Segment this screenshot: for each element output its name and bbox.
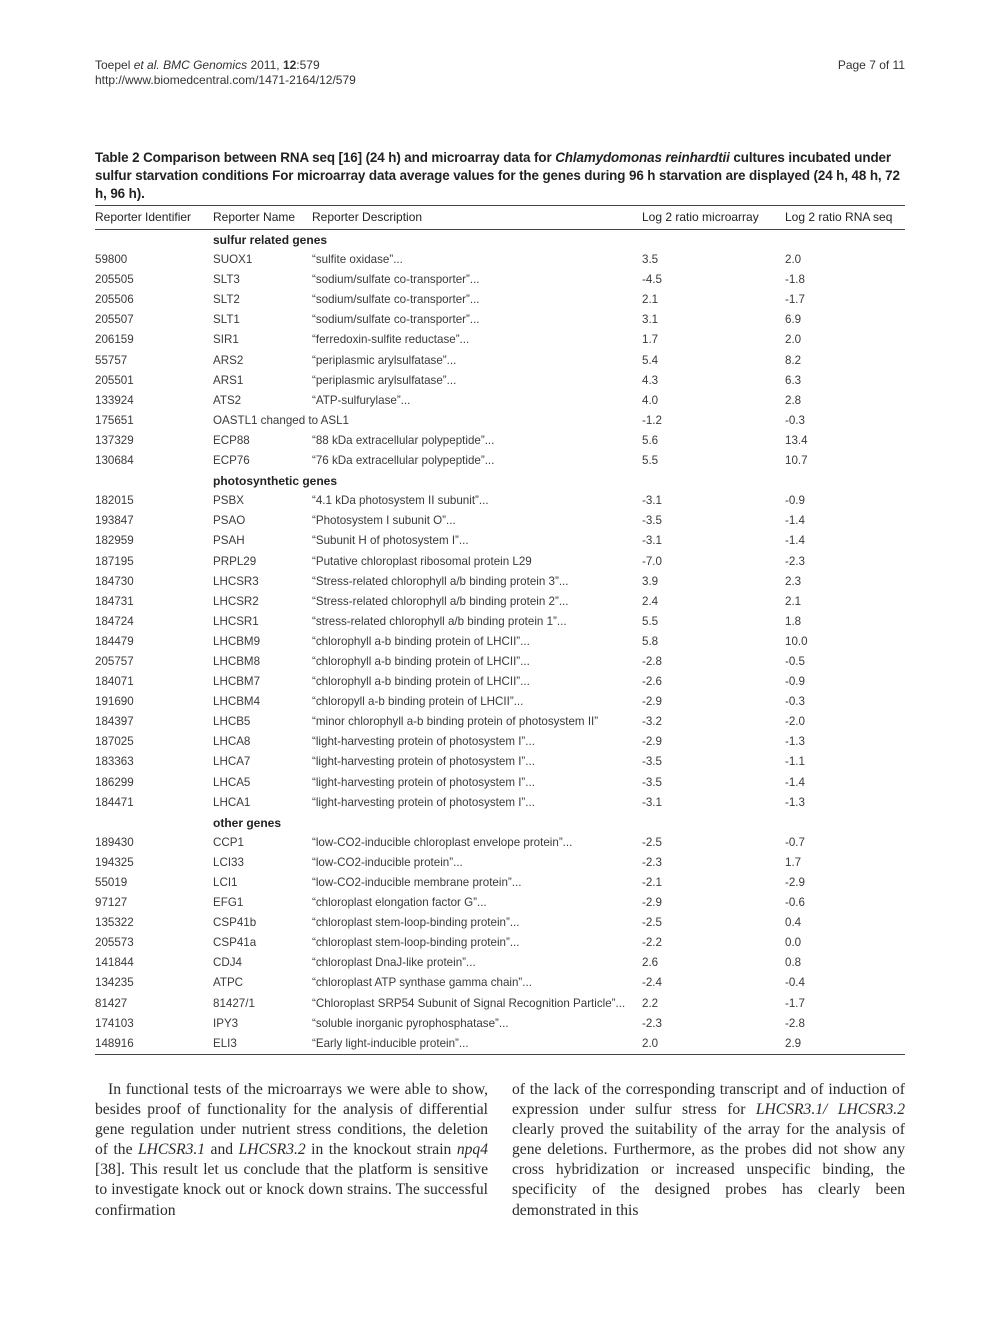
paragraph-text: in the knockout strain — [305, 1141, 457, 1159]
reporter-name: SUOX1 — [213, 253, 253, 267]
log2-rnaseq: -1.3 — [785, 735, 805, 749]
log2-rnaseq: -1.4 — [785, 775, 805, 789]
paragraph-text: and — [205, 1141, 239, 1159]
reporter-name: ECP76 — [213, 454, 250, 468]
log2-rnaseq: 8.2 — [785, 353, 802, 367]
page-number: Page 7 of 11 — [837, 58, 905, 72]
log2-rnaseq: 6.9 — [785, 313, 802, 327]
log2-microarray: -2.5 — [642, 916, 662, 930]
log2-rnaseq: 2.9 — [785, 1034, 905, 1055]
reporter-name: CCP1 — [213, 835, 244, 849]
reporter-description: “Chloroplast SRP54 Subunit of Signal Recognition Particle”... — [312, 996, 626, 1010]
article-url[interactable]: http://www.biomedcentral.com/1471-2164/12/579 — [95, 73, 356, 87]
table-row — [95, 552, 905, 572]
reporter-description: “Stress-related chlorophyll a/b binding protein 2”... — [312, 594, 569, 608]
reporter-identifier: 205506 — [95, 293, 134, 307]
reporter-description: “light-harvesting protein of photosystem I”... — [312, 795, 535, 809]
table-row — [95, 793, 905, 813]
table-row — [95, 933, 905, 953]
log2-microarray: -3.5 — [642, 775, 662, 789]
reporter-description: “sodium/sulfate co-transporter”... — [312, 313, 480, 327]
page-header — [95, 58, 905, 88]
log2-microarray: -2.1 — [642, 876, 662, 889]
reporter-name: PSAH — [213, 534, 245, 548]
log2-microarray: -2.4 — [642, 976, 662, 990]
reporter-identifier: 205507 — [95, 313, 134, 327]
reporter-identifier: 55757 — [95, 353, 128, 367]
table-row — [95, 853, 905, 873]
table-row — [95, 994, 905, 1014]
caption-species: Chlamydomonas reinhardtii — [555, 150, 730, 165]
reporter-description: “chloropyll a-b binding protein of LHCII”... — [312, 695, 524, 709]
log2-rnaseq: -0.3 — [785, 413, 805, 427]
log2-rnaseq: -2.0 — [785, 715, 805, 729]
reporter-description: “chloroplast stem-loop-binding protein”... — [312, 936, 520, 950]
log2-microarray: -2.2 — [642, 936, 662, 950]
reporter-description: “chloroplast elongation factor G”... — [312, 896, 487, 910]
empty-cell — [95, 230, 213, 251]
log2-rnaseq: -1.4 — [785, 534, 805, 548]
table-row — [95, 270, 905, 290]
log2-microarray: -2.9 — [642, 695, 662, 709]
log2-rnaseq: 0.8 — [785, 956, 802, 970]
reporter-name: LCI1 — [213, 876, 238, 889]
table-row — [95, 632, 905, 652]
reporter-identifier: 186299 — [95, 775, 134, 789]
table-row — [95, 431, 905, 451]
log2-rnaseq: -0.9 — [785, 494, 805, 508]
reporter-identifier: 184397 — [95, 715, 134, 729]
log2-microarray: 2.0 — [642, 1034, 785, 1055]
log2-rnaseq: -0.3 — [785, 695, 805, 709]
reporter-identifier: 97127 — [95, 896, 128, 910]
reporter-description: “periplasmic arylsulfatase”... — [312, 353, 457, 367]
paragraph-text: [38]. This result let us conclude that the platform is sensitive to investigate knock out or knock down strains. The successful confirmation — [95, 1161, 488, 1219]
table-header-row — [95, 206, 905, 230]
reporter-description: “chlorophyll a-b binding protein of LHCII”... — [312, 654, 530, 668]
reporter-identifier: 59800 — [95, 253, 128, 267]
reporter-identifier: 187195 — [95, 554, 134, 568]
reporter-name: IPY3 — [213, 1016, 239, 1030]
log2-rnaseq: 2.8 — [785, 393, 802, 407]
log2-microarray: -2.9 — [642, 735, 662, 749]
table-row — [95, 953, 905, 973]
reporter-description: “Early light-inducible protein”... — [312, 1034, 642, 1055]
log2-rnaseq: 2.0 — [785, 333, 802, 347]
reporter-description: “chlorophyll a-b binding protein of LHCII”... — [312, 675, 530, 689]
log2-microarray: -3.5 — [642, 514, 662, 528]
log2-microarray: 2.4 — [642, 594, 659, 608]
reporter-name: LHCSR3 — [213, 574, 259, 588]
log2-rnaseq: 0.4 — [785, 916, 802, 930]
log2-rnaseq: 10.0 — [785, 634, 808, 648]
reporter-description: “sodium/sulfate co-transporter”... — [312, 273, 480, 287]
table-row — [95, 411, 905, 431]
reporter-name: ELI3 — [213, 1034, 312, 1055]
log2-rnaseq: -0.5 — [785, 654, 805, 668]
reporter-name: ATS2 — [213, 393, 242, 407]
reporter-identifier: 184479 — [95, 634, 134, 648]
log2-microarray: 3.1 — [642, 313, 659, 327]
reporter-name: LHCBM7 — [213, 675, 261, 689]
reporter-description: “Stress-related chlorophyll a/b binding protein 3”... — [312, 574, 569, 588]
reporter-identifier: 133924 — [95, 393, 134, 407]
citation-etal: et al. — [133, 58, 160, 72]
reporter-description: “periplasmic arylsulfatase”... — [312, 373, 457, 387]
reporter-name: LHCA1 — [213, 795, 251, 809]
table-row — [95, 913, 905, 933]
reporter-identifier: 182015 — [95, 494, 134, 508]
log2-microarray: -7.0 — [642, 554, 662, 568]
italic-term: LHCSR3.1/ LHCSR3.2 — [755, 1101, 905, 1119]
citation-volume: 12 — [282, 58, 297, 72]
reporter-description: “ferredoxin-sulfite reductase”... — [312, 333, 470, 347]
reporter-description: “chloroplast DnaJ-like protein”... — [312, 956, 476, 970]
log2-rnaseq: -1.8 — [785, 273, 805, 287]
citation-authors: Toepel — [95, 58, 131, 72]
reporter-description: “sodium/sulfate co-transporter”... — [312, 293, 480, 307]
reporter-name: LCI33 — [213, 855, 244, 869]
comparison-table — [95, 205, 905, 1055]
reporter-name: LHCA8 — [213, 735, 251, 749]
section-row — [95, 813, 905, 833]
log2-rnaseq: -2.3 — [785, 554, 805, 568]
log2-rnaseq: 6.3 — [785, 373, 802, 387]
citation-article: :579 — [296, 58, 320, 72]
log2-rnaseq: -1.4 — [785, 514, 805, 528]
reporter-name: PSBX — [213, 494, 244, 508]
log2-rnaseq: -0.6 — [785, 896, 805, 910]
reporter-description: “light-harvesting protein of photosystem I”... — [312, 735, 535, 749]
reporter-identifier: 175651 — [95, 413, 134, 427]
reporter-description: “88 kDa extracellular polypeptide”... — [312, 433, 495, 447]
reporter-identifier: 184471 — [95, 795, 134, 809]
reporter-name: SLT1 — [213, 313, 240, 327]
col-header-rnaseq: Log 2 ratio RNA seq — [785, 206, 905, 230]
reporter-name: CSP41a — [213, 936, 257, 950]
section-title: sulfur related genes — [213, 233, 328, 247]
log2-rnaseq: 2.3 — [785, 574, 802, 588]
reporter-name: SLT2 — [213, 293, 240, 307]
table-row — [95, 873, 905, 893]
reporter-description: “low-CO2-inducible chloroplast envelope protein”... — [312, 835, 573, 849]
empty-cell — [95, 471, 213, 491]
reporter-name: LHCA5 — [213, 775, 251, 789]
log2-microarray: 3.9 — [642, 574, 659, 588]
reporter-name: ARS1 — [213, 373, 244, 387]
reporter-identifier: 141844 — [95, 956, 134, 970]
table-row — [95, 491, 905, 511]
col-header-microarray: Log 2 ratio microarray — [642, 206, 785, 230]
reporter-name: 81427/1 — [213, 996, 255, 1010]
citation — [95, 58, 905, 73]
log2-microarray: -3.5 — [642, 755, 662, 769]
table-row — [95, 833, 905, 853]
table-row — [95, 973, 905, 993]
log2-microarray: -2.3 — [642, 855, 662, 869]
reporter-identifier: 148916 — [95, 1034, 213, 1055]
reporter-identifier: 184724 — [95, 614, 134, 628]
reporter-name: LHCB5 — [213, 715, 251, 729]
reporter-description: “Putative chloroplast ribosomal protein L29 — [312, 554, 532, 568]
log2-rnaseq: -2.9 — [785, 876, 805, 889]
reporter-description: “chlorophyll a-b binding protein of LHCII”... — [312, 634, 530, 648]
log2-rnaseq: 13.4 — [785, 433, 808, 447]
reporter-identifier: 194325 — [95, 855, 134, 869]
log2-microarray: -2.8 — [642, 654, 662, 668]
reporter-description: “low-CO2-inducible membrane protein”... — [312, 876, 522, 889]
reporter-description: “light-harvesting protein of photosystem I”... — [312, 775, 535, 789]
caption-text: Table 2 Comparison between RNA seq [16] (24 h) and microarray data for — [95, 150, 556, 165]
reporter-identifier: 205501 — [95, 373, 134, 387]
table-row — [95, 712, 905, 732]
log2-rnaseq: 0.0 — [785, 936, 802, 950]
paragraph-text: In functional tests of the microarrays we were able to show, besides proof of functionality for the analysis of differential gene regulation under nutrient stress conditions, the deletion of the — [95, 1081, 488, 1159]
reporter-identifier: 187025 — [95, 735, 134, 749]
log2-rnaseq: -1.1 — [785, 755, 805, 769]
reporter-name: LHCBM4 — [213, 695, 261, 709]
log2-rnaseq: -0.7 — [785, 835, 805, 849]
reporter-name: OASTL1 changed to ASL1 — [213, 413, 349, 427]
table-row — [95, 351, 905, 371]
italic-term: npq4 — [456, 1141, 488, 1159]
citation-journal: BMC Genomics — [163, 58, 248, 72]
reporter-name: SLT3 — [213, 273, 240, 287]
log2-microarray: 4.0 — [642, 393, 659, 407]
reporter-description: “low-CO2-inducible protein”... — [312, 855, 463, 869]
col-header-identifier: Reporter Identifier — [95, 206, 213, 230]
reporter-description: “chloroplast stem-loop-binding protein”... — [312, 916, 520, 930]
reporter-identifier: 81427 — [95, 996, 128, 1010]
reporter-name: PRPL29 — [213, 554, 257, 568]
reporter-identifier: 191690 — [95, 695, 134, 709]
table-row — [95, 752, 905, 772]
table-caption — [95, 149, 907, 203]
log2-microarray: -2.3 — [642, 1016, 662, 1030]
table-row — [95, 773, 905, 793]
reporter-name: ECP88 — [213, 433, 250, 447]
reporter-identifier: 182959 — [95, 534, 134, 548]
log2-rnaseq: -1.7 — [785, 996, 805, 1010]
table-row — [95, 1034, 905, 1055]
log2-rnaseq: 10.7 — [785, 454, 808, 468]
log2-microarray: 4.3 — [642, 373, 659, 387]
table-row — [95, 692, 905, 712]
reporter-name: EFG1 — [213, 896, 244, 910]
table-body — [95, 230, 905, 1055]
reporter-name: CSP41b — [213, 916, 257, 930]
reporter-identifier: 183363 — [95, 755, 134, 769]
reporter-description: “stress-related chlorophyll a/b binding protein 1”... — [312, 614, 567, 628]
reporter-identifier: 189430 — [95, 835, 134, 849]
log2-microarray: -4.5 — [642, 273, 662, 287]
log2-microarray: -2.6 — [642, 675, 662, 689]
reporter-name: LHCBM9 — [213, 634, 261, 648]
reporter-identifier: 135322 — [95, 916, 134, 930]
log2-rnaseq: -2.8 — [785, 1016, 805, 1030]
log2-microarray: 5.6 — [642, 433, 659, 447]
reporter-name: LHCBM8 — [213, 654, 261, 668]
paragraph-text: clearly proved the suitability of the array for the analysis of gene deletions. Furthermore, as the probes did not show any cross hybridization or increased unspecific binding, the specificity of the designed probes has clearly been demonstrated in this — [512, 1121, 905, 1219]
reporter-identifier: 130684 — [95, 454, 134, 468]
log2-rnaseq: -0.4 — [785, 976, 805, 990]
reporter-description: “sulfite oxidase”... — [312, 253, 403, 267]
reporter-identifier: 174103 — [95, 1016, 134, 1030]
reporter-identifier: 184730 — [95, 574, 134, 588]
table-row — [95, 672, 905, 692]
reporter-description: “76 kDa extracellular polypeptide”... — [312, 454, 495, 468]
reporter-name: LHCSR2 — [213, 594, 259, 608]
reporter-identifier: 205505 — [95, 273, 134, 287]
reporter-identifier: 205573 — [95, 936, 134, 950]
reporter-identifier: 184071 — [95, 675, 134, 689]
log2-microarray: -3.1 — [642, 534, 662, 548]
table-row — [95, 511, 905, 531]
log2-microarray: 5.5 — [642, 454, 659, 468]
table-row — [95, 1014, 905, 1034]
log2-microarray: 3.5 — [642, 253, 659, 267]
table-row — [95, 290, 905, 310]
italic-term: LHCSR3.2 — [238, 1141, 306, 1159]
reporter-name: CDJ4 — [213, 956, 242, 970]
log2-rnaseq: 2.0 — [785, 253, 802, 267]
reporter-description: “soluble inorganic pyrophosphatase”... — [312, 1016, 509, 1030]
reporter-name: ATPC — [213, 976, 244, 990]
log2-microarray: 1.7 — [642, 333, 659, 347]
reporter-identifier: 193847 — [95, 514, 134, 528]
log2-microarray: 5.4 — [642, 353, 659, 367]
log2-microarray: 5.8 — [642, 634, 659, 648]
reporter-description: “4.1 kDa photosystem II subunit”... — [312, 494, 489, 508]
reporter-identifier: 205757 — [95, 654, 134, 668]
empty-cell — [95, 813, 213, 833]
table-row — [95, 391, 905, 411]
log2-microarray: 2.6 — [642, 956, 659, 970]
reporter-description: “ATP-sulfurylase”... — [312, 393, 411, 407]
log2-microarray: -1.2 — [642, 413, 662, 427]
table-row — [95, 612, 905, 632]
table-row — [95, 893, 905, 913]
log2-rnaseq: -1.7 — [785, 293, 805, 307]
log2-microarray: -3.1 — [642, 795, 662, 809]
table-row — [95, 732, 905, 752]
reporter-identifier: 184731 — [95, 594, 134, 608]
paragraph-text: of the lack of the corresponding transcript and of induction of expression under sulfur stress for — [512, 1081, 905, 1119]
log2-microarray: -3.1 — [642, 494, 662, 508]
reporter-description: “Subunit H of photosystem I”... — [312, 534, 469, 548]
col-header-name: Reporter Name — [213, 206, 312, 230]
section-title: other genes — [213, 815, 282, 830]
body-text-left-column — [95, 1080, 488, 1221]
log2-microarray: 2.1 — [642, 293, 659, 307]
reporter-identifier: 206159 — [95, 333, 134, 347]
log2-microarray: -2.9 — [642, 896, 662, 910]
log2-microarray: -2.5 — [642, 835, 662, 849]
table-row — [95, 250, 905, 270]
reporter-identifier: 137329 — [95, 433, 134, 447]
reporter-description: “light-harvesting protein of photosystem I”... — [312, 755, 535, 769]
italic-term: LHCSR3.1 — [137, 1141, 206, 1159]
section-title: photosynthetic genes — [213, 474, 338, 489]
reporter-description: “Photosystem I subunit O”... — [312, 514, 456, 528]
table-row — [95, 572, 905, 592]
reporter-description: “chloroplast ATP synthase gamma chain”... — [312, 976, 532, 990]
log2-microarray: 2.2 — [642, 996, 659, 1010]
section-row — [95, 230, 905, 251]
citation-year: 2011, — [250, 58, 280, 72]
log2-rnaseq: 2.1 — [785, 594, 802, 608]
reporter-name: LHCSR1 — [213, 614, 259, 628]
log2-microarray: -3.2 — [642, 715, 662, 729]
table-row — [95, 310, 905, 330]
log2-rnaseq: 1.8 — [785, 614, 802, 628]
reporter-name: ARS2 — [213, 353, 244, 367]
col-header-description: Reporter Description — [312, 206, 642, 230]
log2-rnaseq: -0.9 — [785, 675, 805, 689]
table-row — [95, 330, 905, 350]
section-row — [95, 471, 905, 491]
reporter-description: “minor chlorophyll a-b binding protein of photosystem II” — [312, 715, 599, 729]
table-row — [95, 371, 905, 391]
body-text-right-column — [512, 1080, 905, 1221]
table-row — [95, 451, 905, 471]
log2-microarray: 5.5 — [642, 614, 659, 628]
log2-rnaseq: -1.3 — [785, 795, 805, 809]
reporter-name: LHCA7 — [213, 755, 251, 769]
reporter-identifier: 55019 — [95, 876, 128, 889]
reporter-identifier: 134235 — [95, 976, 134, 990]
caption-text-rest: cultures incubated under sulfur starvation conditions For microarray data average values for the genes during 96 h starvation are displayed (24 h, 48 h, 72 h, 96 h). — [95, 150, 900, 201]
log2-rnaseq: 1.7 — [785, 855, 802, 869]
table-row — [95, 592, 905, 612]
table-row — [95, 652, 905, 672]
table-row — [95, 531, 905, 551]
reporter-name: PSAO — [213, 514, 246, 528]
reporter-name: SIR1 — [213, 333, 239, 347]
